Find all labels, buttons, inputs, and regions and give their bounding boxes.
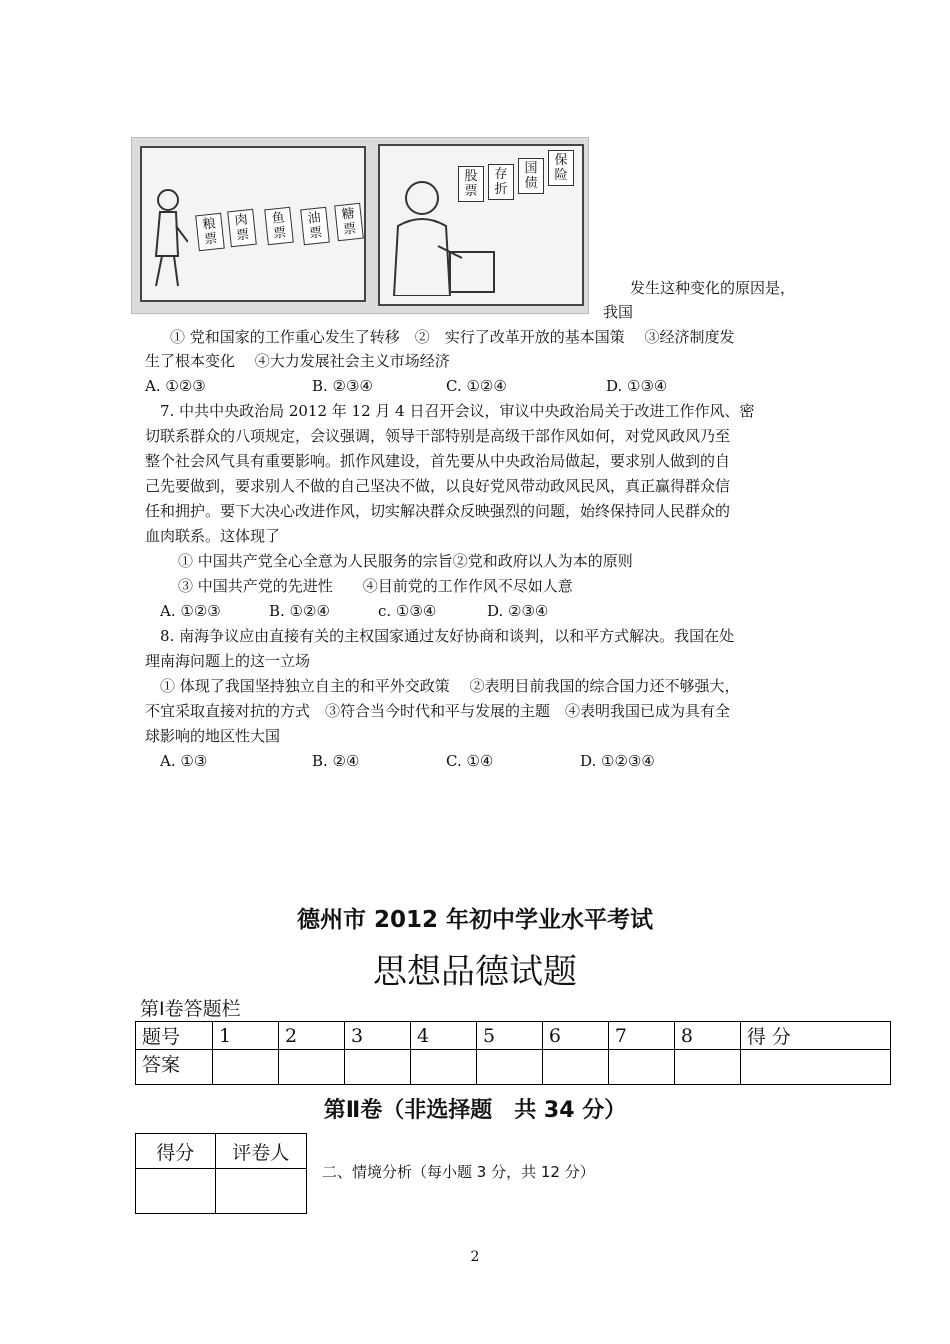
header-cell: 2 xyxy=(278,1022,344,1050)
q7-choice-d: D. ②③④ xyxy=(487,602,549,620)
ticket-youpiao: 油票 xyxy=(300,207,330,246)
score-table xyxy=(135,1133,307,1214)
q7-choice-c: c. ①③④ xyxy=(378,602,437,620)
ticket-roupiao: 肉票 xyxy=(227,209,257,248)
ticket-yupiao: 鱼票 xyxy=(264,207,294,246)
q7-line-2: 切联系群众的八项规定，会议强调，领导干部特别是高级干部作风如何，对党风政风乃至 xyxy=(145,427,731,445)
q6-stem-tail-1: 发生这种变化的原因是， xyxy=(630,279,796,297)
q8-option-line-3: 球影响的地区性大国 xyxy=(145,727,281,745)
part1-label: 第Ⅰ卷答题栏 xyxy=(140,998,241,1020)
q6-choice-b: B. ②③④ xyxy=(312,377,373,395)
ticket-liangpiao: 粮票 xyxy=(195,213,225,252)
ticket-gupiao: 股票 xyxy=(458,166,484,202)
ticket-tangpiao: 糖票 xyxy=(334,203,364,242)
score-header: 得分 xyxy=(136,1134,216,1169)
exam-title: 德州市 2012 年初中学业水平考试 xyxy=(296,907,654,933)
score-cell[interactable] xyxy=(740,1050,890,1085)
q6-options-line-2: 生了根本变化 ④大力发展社会主义市场经济 xyxy=(145,352,450,370)
exam-subject-title: 思想品德试题 xyxy=(373,952,577,992)
page-number: 2 xyxy=(470,1249,480,1265)
q6-choice-d: D. ①③④ xyxy=(606,377,668,395)
answer-table-header-row xyxy=(136,1022,891,1050)
answer-cell[interactable] xyxy=(674,1050,740,1085)
q8-line-1: 8. 南海争议应由直接有关的主权国家通过友好协商和谈判，以和平方式解决。我国在处 xyxy=(160,627,735,645)
q7-line-5: 任和拥护。要下大决心改进作风，切实解决群众反映强烈的问题，始终保持同人民群众的 xyxy=(145,502,731,520)
answer-cell[interactable] xyxy=(542,1050,608,1085)
header-cell: 得 分 xyxy=(740,1022,890,1050)
ticket-baoxian: 保险 xyxy=(548,150,574,186)
ticket-guozhai: 国债 xyxy=(518,158,544,194)
header-cell: 3 xyxy=(344,1022,410,1050)
q8-choice-a: A. ①③ xyxy=(160,752,208,770)
q8-option-line-2: 不宜采取直接对抗的方式 ③符合当今时代和平与发展的主题 ④表明我国已成为具有全 xyxy=(145,702,731,720)
q7-choice-a: A. ①②③ xyxy=(160,602,221,620)
q8-choice-c: C. ①④ xyxy=(446,752,494,770)
answer-cell[interactable] xyxy=(476,1050,542,1085)
q7-line-3: 整个社会风气具有重要影响。抓作风建设，首先要从中央政治局做起，要求别人做到的自 xyxy=(145,452,731,470)
cartoon-left-panel xyxy=(140,146,366,302)
cartoon-image xyxy=(131,137,589,314)
grader-value-cell[interactable] xyxy=(215,1169,306,1214)
cartoon-right-panel xyxy=(378,144,584,306)
answer-cell[interactable] xyxy=(278,1050,344,1085)
part2-title: 第Ⅱ卷（非选择题 共 34 分） xyxy=(323,1098,627,1123)
answer-cell[interactable] xyxy=(410,1050,476,1085)
q7-option-2: ③ 中国共产党的先进性 ④目前党的工作作风不尽如人意 xyxy=(178,577,573,595)
header-cell: 8 xyxy=(674,1022,740,1050)
q8-option-line-1: ① 体现了我国坚持独立自主的和平外交政策 ②表明目前我国的综合国力还不够强大， xyxy=(160,677,740,695)
header-cell: 7 xyxy=(608,1022,674,1050)
answer-cell[interactable] xyxy=(608,1050,674,1085)
q7-line-6: 血肉联系。这体现了 xyxy=(145,527,281,545)
section2-heading: 二、情境分析（每小题 3 分，共 12 分） xyxy=(322,1163,595,1181)
q8-choice-b: B. ②④ xyxy=(312,752,360,770)
ticket-cunzhe: 存折 xyxy=(488,164,514,200)
answer-table-answer-row xyxy=(136,1050,891,1085)
person-figure-left xyxy=(148,186,188,296)
score-value-cell[interactable] xyxy=(136,1169,216,1214)
header-cell: 5 xyxy=(476,1022,542,1050)
answer-row-label: 答案 xyxy=(136,1050,213,1085)
q7-choice-b: B. ①②④ xyxy=(269,602,330,620)
header-cell: 1 xyxy=(213,1022,279,1050)
header-cell: 6 xyxy=(542,1022,608,1050)
q6-options-line-1: ① 党和国家的工作重心发生了转移 ② 实行了改革开放的基本国策 ③经济制度发 xyxy=(170,328,735,346)
answer-table xyxy=(135,1021,891,1085)
q7-line-4: 己先要做到，要求别人不做的自己坚决不做，以良好党风带动政风民风，真正赢得群众信 xyxy=(145,477,731,495)
q8-choice-d: D. ①②③④ xyxy=(580,752,655,770)
answer-cell[interactable] xyxy=(344,1050,410,1085)
q8-line-2: 理南海问题上的这一立场 xyxy=(145,652,311,670)
q7-line-1: 7. 中共中央政治局 2012 年 12 月 4 日召开会议，审议中央政治局关于改进工作作风、密 xyxy=(160,402,755,420)
answer-cell[interactable] xyxy=(213,1050,279,1085)
grader-header: 评卷人 xyxy=(215,1134,306,1169)
q6-choice-c: C. ①②④ xyxy=(446,377,507,395)
header-cell: 题号 xyxy=(136,1022,213,1050)
q6-stem-tail-2: 我国 xyxy=(603,303,634,321)
q6-choice-a: A. ①②③ xyxy=(145,377,206,395)
q7-option-1: ① 中国共产党全心全意为人民服务的宗旨②党和政府以人为本的原则 xyxy=(178,552,633,570)
header-cell: 4 xyxy=(410,1022,476,1050)
